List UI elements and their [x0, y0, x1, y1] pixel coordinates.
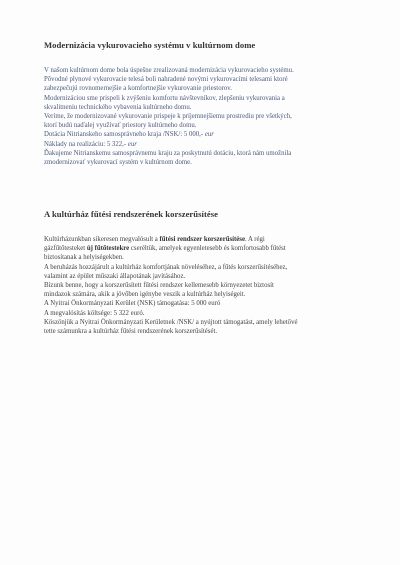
hungarian-grant-line: A Nyitrai Önkormányzati Kerület (NSK) támogatása: 5 000 euró: [44, 300, 221, 308]
slovak-thanks-line: Ďakujeme Nitrianskemu samosprávnemu kraju za poskytnutú dotáciu, ktorá nám umožnila: [44, 149, 292, 157]
hungarian-line-text: Kultúrházunkban sikeresen megvalósult a: [44, 236, 160, 243]
hungarian-line-bold: fűtési rendszer korszerűsítése: [159, 236, 245, 243]
hungarian-title: A kultúrház fűtési rendszerének korszerűsítése: [44, 209, 218, 219]
slovak-section: [44, 40, 366, 167]
slovak-cost-unit: eur: [127, 140, 137, 148]
hungarian-thanks-line: Köszönjük a Nyitrai Önkormányzati Kerületnek /NSK/ a nyújtott támogatást, amely lehetővé: [44, 318, 298, 326]
hungarian-line: Bízunk benne, hogy a korszerűsített fűtési rendszer kellemesebb környezetet biztosít: [44, 282, 274, 290]
slovak-cost-line: [44, 140, 366, 149]
slovak-line: V našom kultúrnom dome bola úspešne zrealizovaná modernizácia vykurovacieho systému.: [44, 67, 294, 74]
slovak-grant-text: Dotácia Nitrianskeho samosprávneho kraja /NSK/: 5 000,-: [44, 131, 205, 139]
slovak-thanks-line: zmodernizovať vykurovací systém v kultúrnom dome.: [44, 159, 192, 167]
hungarian-line-text: . A régi: [244, 236, 265, 243]
hungarian-line-bold: új fűtőtestekre: [86, 245, 130, 253]
slovak-line: skvalitneniu technického vybavenia kultúrneho domu.: [44, 103, 192, 111]
hungarian-line: A beruházás hozzájárult a kultúrház komfortjának növeléséhez, a fűtés korszerűsítéséhez,: [44, 263, 288, 271]
hungarian-cost-line: A megvalósítás költsége: 5 322 euró.: [44, 309, 145, 317]
slovak-grant-line: [44, 130, 366, 139]
hungarian-section: [44, 209, 366, 336]
hungarian-line-text: cseréltük, amelyek egyenletesebb és komfortosabb fűtést: [129, 245, 286, 253]
slovak-line: Veríme, že modernizované vykurovanie prispeje k príjemnejšiemu prostrediu pre všetkých,: [44, 113, 292, 121]
slovak-line: Modernizáciou sme prispeli k zvýšeniu komfortu návštevníkov, zlepšeniu vykurovania a: [44, 94, 285, 102]
slovak-line: Pôvodné plynové vykurovacie telesá boli nahradené novými vykurovacími telesami ktoré: [44, 76, 288, 84]
hungarian-thanks-line: tette számunkra a kultúrház fűtési rendszerének korszerűsítését.: [44, 328, 218, 336]
hungarian-line: mindazok számára, akik a jövőben igénybe veszik a kultúrház helyiségeit.: [44, 291, 246, 299]
hungarian-line: [44, 244, 366, 253]
slovak-line: zabezpečujú rovnomernejšie a komfortnejšie vykurovanie priestorov.: [44, 85, 232, 93]
hungarian-line: [44, 235, 366, 244]
hungarian-line: valamint az épület műszaki állapotának javításához.: [44, 272, 186, 280]
slovak-title: Modernizácia vykurovacieho systému v kultúrnom dome: [44, 40, 256, 50]
slovak-grant-unit: eur: [204, 131, 214, 139]
slovak-line: ktorí budú naďalej využívať priestory kultúrneho domu.: [44, 122, 197, 130]
hungarian-line: biztosítanak a helyiségekben.: [44, 254, 124, 262]
hungarian-line-text: gázfűtőtesteket: [44, 245, 87, 253]
slovak-cost-text: Náklady na realizáciu: 5 322,-: [44, 140, 128, 148]
